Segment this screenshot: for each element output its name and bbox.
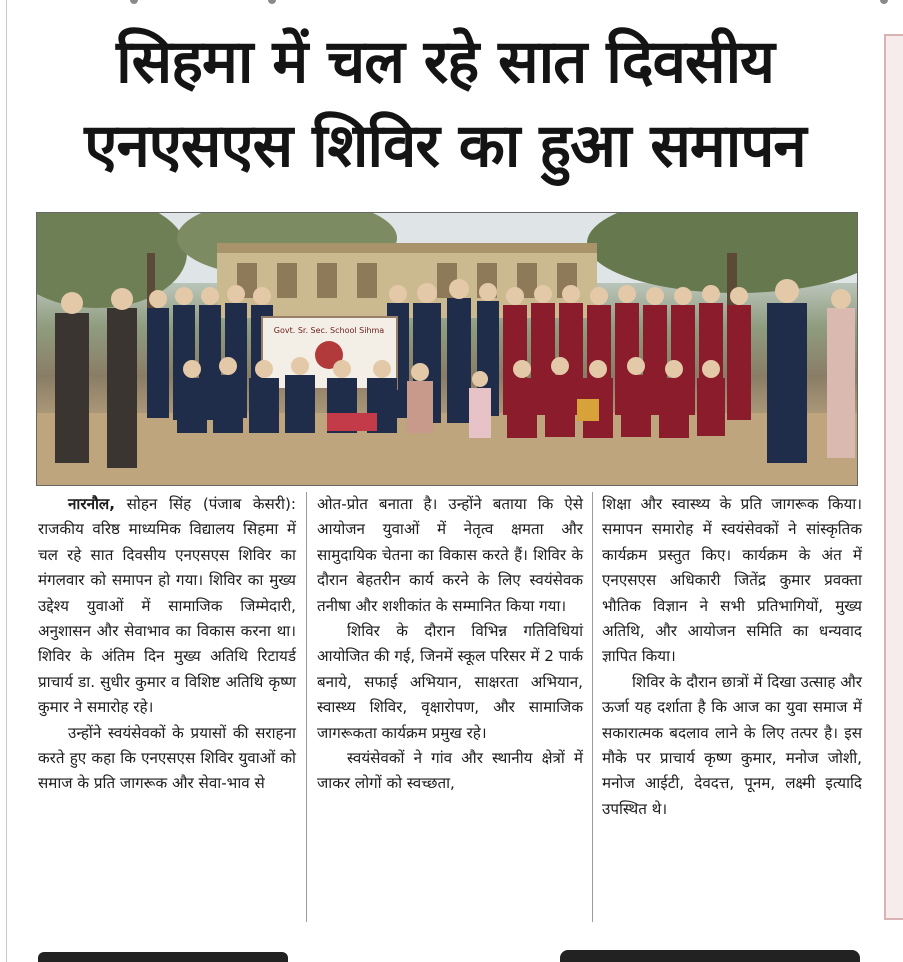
- article-column-3: [602, 492, 862, 822]
- col2-paragraph-2: शिविर के दौरान विभिन्न गतिविधियां आयोजित की गई, जिनमें स्कूल परिसर में 2 पार्क बनाये, सफाई अभियान, साक्षरता अभियान, स्वास्थ्य शिविर, वृक्षारोपण, और सामाजिक जागरूकता कार्यक्रम प्रमुख रहे।: [317, 622, 583, 742]
- page-left-rule: [6, 0, 7, 962]
- headline-line-1: सिहमा में चल रहे सात दिवसीय: [116, 27, 774, 97]
- headline-line-2: एनएसएस शिविर का हुआ समापन: [84, 111, 806, 181]
- column-rule-1: [306, 492, 307, 922]
- cropped-headline-left: [38, 952, 288, 962]
- col2-paragraph-1: ओत-प्रोत बनाता है। उन्होंने बताया कि ऐसे आयोजन युवाओं में नेतृत्व क्षमता और सामुदायिक चेतना का विकास करते हैं। शिविर के दौरान बेहतरीन कार्य करने के लिए स्वयंसेवक तनीषा और शशीकांत के सम्मानित किया गया।: [317, 495, 583, 615]
- article-column-1: [38, 492, 296, 797]
- group-photo: [36, 212, 858, 486]
- col1-paragraph-1: [38, 492, 296, 721]
- top-edge-strip: [0, 0, 903, 8]
- col3-paragraph-1: शिक्षा और स्वास्थ्य के प्रति जागरूक किया। समापन समारोह में स्वयंसेवकों ने सांस्कृतिक कार्यक्रम प्रस्तुत किए। कार्यक्रम के अंत में एनएसएस अधिकारी जितेंद्र कुमार प्रवक्ता भौतिक विज्ञान ने सभी प्रतिभागियों, मुख्य अतिथि, और आयोजन समिति का धन्यवाद ज्ञापित किया।: [602, 495, 862, 666]
- next-article-headline-cropped: [0, 930, 903, 962]
- col2-paragraph-3: स्वयंसेवकों ने गांव और स्थानीय क्षेत्रों में जाकर लोगों को स्वच्छता,: [317, 749, 583, 793]
- col3-paragraph-2: शिविर के दौरान छात्रों में दिखा उत्साह और ऊर्जा यह दर्शाता है कि आज का युवा समाज में सकारात्मक बदलाव लाने के लिए तत्पर है। इस मौके पर प्राचार्य कृष्ण कुमार, मनोज जोशी, मनोज आईटी, देवदत्त, पूनम, लक्ष्मी इत्यादि उपस्थित थे।: [602, 672, 862, 818]
- adjacent-article-sidebar: [884, 34, 903, 920]
- headline: [20, 20, 870, 188]
- column-rule-2: [592, 492, 593, 922]
- cropped-headline-right: [560, 950, 860, 962]
- article-column-2: [317, 492, 583, 797]
- col1-paragraph-2: उन्होंने स्वयंसेवकों के प्रयासों की सराहना करते हुए कहा कि एनएसएस शिविर युवाओं को समाज के प्रति जागरूक और सेवा-भाव से: [38, 723, 296, 793]
- group-photo-illustration: [37, 213, 858, 486]
- banner-text: Govt. Sr. Sec. School Sihma: [273, 326, 385, 335]
- dateline: नारनौल,: [68, 495, 116, 513]
- col1-paragraph-1-text: सोहन सिंह (पंजाब केसरी): राजकीय वरिष्ठ माध्यमिक विद्यालय सिहमा में चल रहे सात दिवसीय एनएसएस शिविर का मंगलवार को समापन हो गया। शिविर का मुख्य उद्देश्य युवाओं में सामाजिक जिम्मेदारी, अनुशासन और सेवाभाव का विकास करना था। शिविर के अंतिम दिन मुख्य अतिथि रिटायर्ड प्राचार्य डा. सुधीर कुमार व विशिष्ट अतिथि कृष्ण कुमार ने समारोह रहे।: [38, 495, 296, 717]
